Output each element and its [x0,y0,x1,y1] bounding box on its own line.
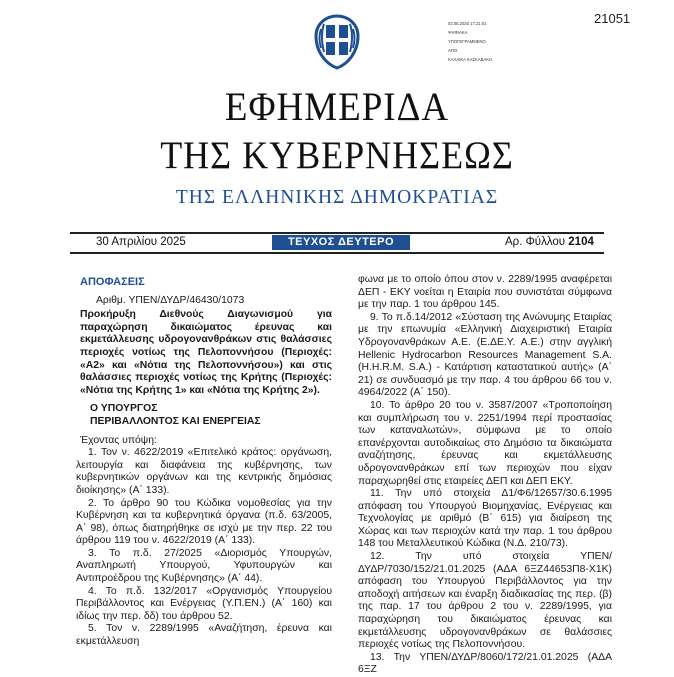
paragraph: 2. Το άρθρο 90 του Κώδικα νομοθεσίας για την Κυβέρνηση και τα κυβερνητικά όργανα (π.δ. 63/2005, Α΄ 98), όπως διατηρήθηκε σε ισχύ με την περ. 22 του άρθρου 119 του ν. 4622/2019 (Α΄ 133). [76,497,332,547]
gazette-subtitle: ΤΗΣ ΕΛΛΗΝΙΚΗΣ ΔΗΜΟΚΡΑΤΙΑΣ [175,187,499,208]
gazette-title-line2: ΤΗΣ ΚΥΒΕΡΝΗΣΕΩΣ [160,133,514,177]
header-bottom-rule [70,252,604,254]
decision-title: Προκήρυξη Διεθνούς Διαγωνισμού για παραχώρηση δικαιώματος έρευνας και εκμετάλλευσης υδρογονανθράκων στις θαλάσσιες περιοχές νοτίως της Πελοποννήσου (Περιοχές: «Α2» και «Νότια της Πελοποννήσου») και στις θαλάσσιες περιοχές νοτίως της Κρήτης (Περιοχές: «Νότια της Κρήτης 1» και «Νότια της Κρήτης 2»). [80,309,332,396]
minister-line1: Ο ΥΠΟΥΡΓΟΣ [90,403,158,415]
paragraph: 12. Την υπό στοιχεία ΥΠΕΝ/ΔΥΔΡ/7030/152/21.01.2025 (ΑΔΑ 6ΞΖ44653Π8-Χ1Κ) απόφαση του Υπουργού Περιβάλλοντος για την αποδοχή αιτήσεων και έναρξη διαδικασίας της περ. (β) της παρ. 17 του άρθρου 2 του ν. 2289/1995, για παραχώρηση του δικαιώματος έρευνας και εκμετάλλευσης υδρογονανθράκων σε θαλάσσιες περιοχές νοτίως της Πελοποννήσου. [358,551,612,651]
header-top-rule [70,232,604,234]
paragraph: 13. Την ΥΠΕΝ/ΔΥΔΡ/8060/172/21.01.2025 (ΑΔΑ 6ΞΖ [358,651,612,676]
paragraph: 1. Τον ν. 4622/2019 «Επιτελικό κράτος: οργάνωση, λειτουργία και διαφάνεια της κυβέρνησης, των κυβερνητικών οργάνων και της κεντρικής δημόσιας διοίκησης» (Α΄ 133). [76,447,332,496]
paragraph: 11. Την υπό στοιχεία Δ1/Φ6/12657/30.6.1995 απόφαση του Υπουργού Βιομηχανίας, Ενέργειας και Τεχνολογίας με αριθμό (Β΄ 615) για διαίρεση της Χώρας και των περιοχών κατά την παρ. 1 του άρθρου 148 του Μεταλλευτικού Κώδικα (Ν.Δ. 210/73). [358,488,612,550]
signature-line: ΚΑΛΛΙΚΑ ΚΑΣΚΑΒΑΚΗ [448,57,493,62]
issue-series-badge: ΤΕΥΧΟΣ ΔΕΥΤΕΡΟ [272,235,410,250]
sheet-number [505,236,594,248]
paragraph: 10. Το άρθρο 20 του ν. 3587/2007 «Τροποποίηση και συμπλήρωση του ν. 2251/1994 περί προστασίας των καταναλωτών», σύμφωνα με το οποίο επανέρχονται αυτοδικαίως στο Δημόσιο τα δικαιώματα αναζήτησης, έρευνας και εκμετάλλευσης υδρογονανθράκων επί των περιοχών που είχαν παραχωρηθεί στις εταιρείες ΔΕΠ και ΔΕΠ ΕΚΥ. [358,399,612,487]
coat-of-arms-emblem [312,14,362,70]
paragraph: 3. Το π.δ. 27/2025 «Διορισμός Υπουργών, Αναπληρωτή Υπουργού, Υφυπουργών και Αντιπροέδρου της Κυβέρνησης» (Α΄ 44). [76,547,332,585]
signature-line: ΥΠΟΓΕΓΡΑΜΜΕΝΟ [448,39,486,44]
paragraph: 4. Το π.δ. 132/2017 «Οργανισμός Υπουργείου Περιβάλλοντος και Ενέργειας (Υ.Π.ΕΝ.) (Α΄ 160) και ιδίως την περ. δδ) του άρθρου 52. [76,585,332,622]
issue-date: 30 Απριλίου 2025 [96,236,186,248]
sheet-label: Αρ. Φύλλου [505,236,566,248]
signature-line: 02.05.2025 17:21:01 [448,21,487,26]
left-column [76,274,332,649]
signature-line: ΨΗΦΙΑΚΑ [448,30,468,35]
paragraph: φωνα με το οποίο όπου στον ν. 2289/1995 αναφέρεται ΔΕΠ - ΕΚΥ νοείται η Εταιρία που συνιστάται σύμφωνα με την παρ. 1 του άρθρου 145. [358,274,612,311]
considering-label: Έχοντας υπόψη: [80,434,157,446]
minister-line2: ΠΕΡΙΒΑΛΛΟΝΤΟΣ ΚΑΙ ΕΝΕΡΓΕΙΑΣ [90,415,261,427]
gazette-title-line1: ΕΦΗΜΕΡΙΔΑ [224,85,450,130]
paragraph: 5. Τον ν. 2289/1995 «Αναζήτηση, έρευνα και εκμετάλλευση [76,623,332,648]
decision-number: Αριθμ. ΥΠΕΝ/ΔΥΔΡ/46430/1073 [96,294,245,306]
digital-signature-stamp [448,19,492,64]
page-number: 21051 [594,11,631,26]
sheet-number-value: 2104 [568,236,594,248]
right-column [358,274,612,677]
section-heading: ΑΠΟΦΑΣΕΙΣ [80,276,145,288]
signature-line: ΑΠΟ [448,48,458,53]
paragraph: 9. Το π.δ.14/2012 «Σύσταση της Ανώνυμης Εταιρίας με την επωνυμία «Ελληνική Διαχειριστική Εταιρία Υδρογονανθράκων Α.Ε. (Ε.ΔΕ.Υ. Α.Ε.) στην αγγλική Hellenic Hydrocarbon Resources Management S.A. (H.H.R.M. S.A.) - Κατάρτιση καταστατικού αυτής» (Α΄ 21) σε συνδυασμό με την παρ. 4 του άρθρου 66 του ν. 4964/2022 (Α΄ 150). [358,311,612,399]
